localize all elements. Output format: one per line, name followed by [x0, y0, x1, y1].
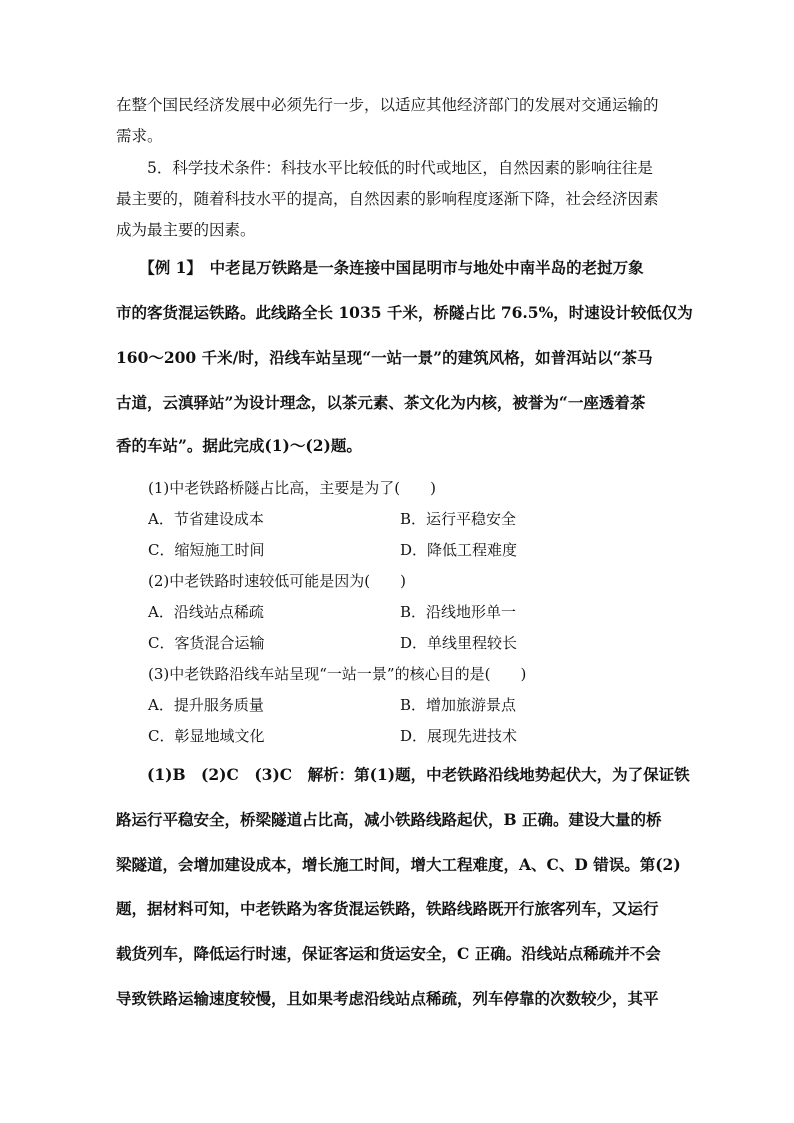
- example-line: 160～200 千米/时，沿线车站呈现“一站一景”的建筑风格，如普洱站以“茶马: [116, 348, 653, 367]
- option-d: D．降低工程难度: [400, 541, 518, 559]
- option-c: C．彰显地域文化: [148, 727, 265, 745]
- intro-line: 需求。: [116, 127, 163, 145]
- example-line: 市的客货混运铁路。此线路全长 1035 千米，桥隧占比 76.5%，时速设计较低仅为: [116, 303, 693, 322]
- example-line: 古道，云滇驿站”为设计理念，以茶元素、茶文化为内核，被誉为“一座透着茶: [116, 393, 646, 412]
- answer-line: 路运行平稳安全，桥梁隧道占比高，减小铁路线路起伏，B 正确。建设大量的桥: [116, 810, 662, 829]
- answer-line: 导致铁路运输速度较慢，且如果考虑沿线站点稀疏，列车停靠的次数较少，其平: [116, 989, 659, 1008]
- option-a: A．提升服务质量: [148, 696, 264, 714]
- example-line: 香的车站”。据此完成(1)～(2)题。: [116, 436, 362, 455]
- option-d: D．单线里程较长: [400, 634, 518, 652]
- intro-line: 5．科学技术条件：科技水平比较低的时代或地区，自然因素的影响往往是: [116, 159, 653, 177]
- question-stem: (1)中老铁路桥隧占比高，主要是为了( ): [148, 479, 436, 497]
- option-d: D．展现先进技术: [400, 727, 518, 745]
- answer-line: (1)B (2)C (3)C 解析：第(1)题，中老铁路沿线地势起伏大，为了保证铁: [116, 765, 690, 784]
- option-a: A．节省建设成本: [148, 510, 264, 528]
- example-line: 【例 1】 中老昆万铁路是一条连接中国昆明市与地处中南半岛的老挝万象: [116, 258, 644, 277]
- option-b: B．增加旅游景点: [400, 696, 517, 714]
- answer-line: 载货列车，降低运行时速，保证客运和货运安全，C 正确。沿线站点稀疏并不会: [116, 944, 661, 963]
- option-c: C．客货混合运输: [148, 634, 265, 652]
- intro-line: 成为最主要的因素。: [116, 221, 256, 239]
- option-a: A．沿线站点稀疏: [148, 603, 264, 621]
- answer-line: 梁隧道，会增加建设成本，增长施工时间，增大工程难度，A、C、D 错误。第(2): [116, 855, 681, 874]
- option-b: B．运行平稳安全: [400, 510, 517, 528]
- question-stem: (3)中老铁路沿线车站呈现“一站一景”的核心目的是( ): [148, 665, 527, 683]
- option-c: C．缩短施工时间: [148, 541, 265, 559]
- option-b: B．沿线地形单一: [400, 603, 517, 621]
- answer-line: 题，据材料可知，中老铁路为客货混运铁路，铁路线路既开行旅客列车，又运行: [116, 899, 659, 918]
- question-stem: (2)中老铁路时速较低可能是因为( ): [148, 572, 406, 590]
- intro-line: 在整个国民经济发展中必须先行一步，以适应其他经济部门的发展对交通运输的: [116, 96, 659, 114]
- intro-line: 最主要的，随着科技水平的提高，自然因素的影响程度逐渐下降，社会经济因素: [116, 190, 659, 208]
